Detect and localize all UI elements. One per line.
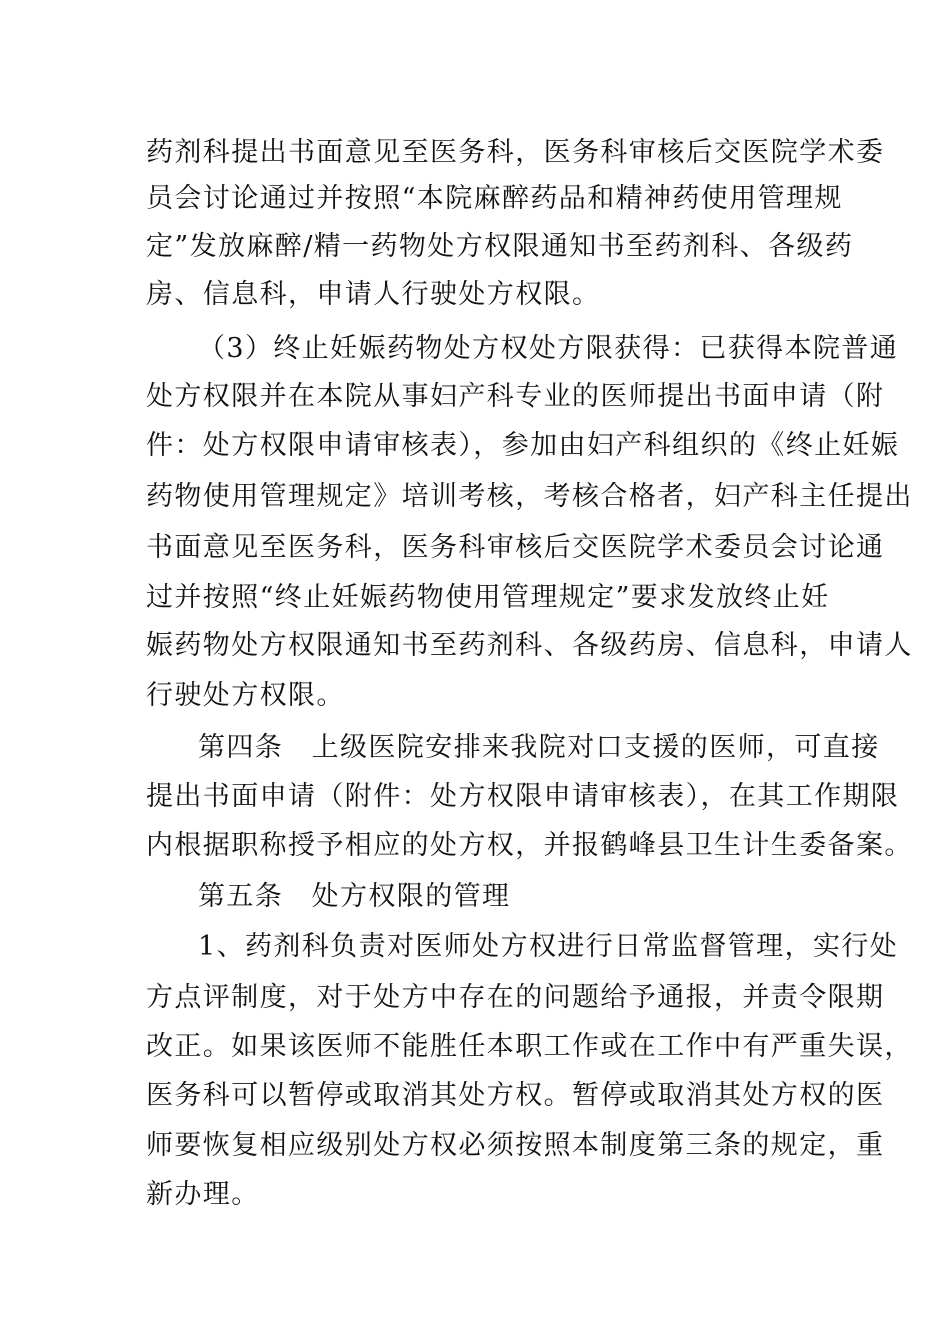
text-line: 处方权限并在本院从事妇产科专业的医师提出书面申请（附 [146, 381, 885, 412]
text-line: 娠药物处方权限通知书至药剂科、各级药房、信息科，申请人 [146, 630, 913, 661]
text-line: 医务科可以暂停或取消其处方权。暂停或取消其处方权的医 [146, 1080, 885, 1111]
text-line: 员会讨论通过并按照“本院麻醉药品和精神药使用管理规 [146, 183, 843, 214]
text-line: 师要恢复相应级别处方权必须按照本制度第三条的规定，重 [146, 1130, 885, 1161]
article-4-heading-line: 第四条 上级医院安排来我院对口支援的医师，可直接 [198, 732, 880, 763]
text-line: 方点评制度，对于处方中存在的问题给予通报，并责令限期 [146, 982, 885, 1013]
text-line: 提出书面申请（附件：处方权限申请审核表），在其工作期限 [146, 781, 900, 812]
text-line: 内根据职称授予相应的处方权，并报鹤峰县卫生计生委备案。 [146, 830, 913, 861]
article-5-heading: 第五条 处方权限的管理 [198, 881, 511, 912]
list-item-1-start-line: 1、药剂科负责对医师处方权进行日常监督管理，实行处 [198, 931, 899, 962]
text-line: 房、信息科，申请人行驶处方权限。 [146, 279, 601, 310]
text-line: 药物使用管理规定》培训考核，考核合格者，妇产科主任提出 [146, 481, 913, 512]
text-line: 过并按照“终止妊娠药物使用管理规定”要求发放终止妊 [146, 582, 830, 613]
text-line: 药剂科提出书面意见至医务科，医务科审核后交医院学术委 [146, 137, 885, 168]
text-line: 定”发放麻醉/精一药物处方权限通知书至药剂科、各级药 [146, 231, 854, 262]
text-line: 件：处方权限申请审核表），参加由妇产科组织的《终止妊娠 [146, 430, 900, 461]
text-line: 改正。如果该医师不能胜任本职工作或在工作中有严重失误， [146, 1031, 913, 1062]
paragraph-start-line: （3）终止妊娠药物处方权处方限获得：已获得本院普通 [198, 333, 899, 364]
text-line: 书面意见至医务科，医务科审核后交医院学术委员会讨论通 [146, 532, 885, 563]
text-line: 新办理。 [146, 1179, 260, 1210]
text-line: 行驶处方权限。 [146, 680, 345, 711]
